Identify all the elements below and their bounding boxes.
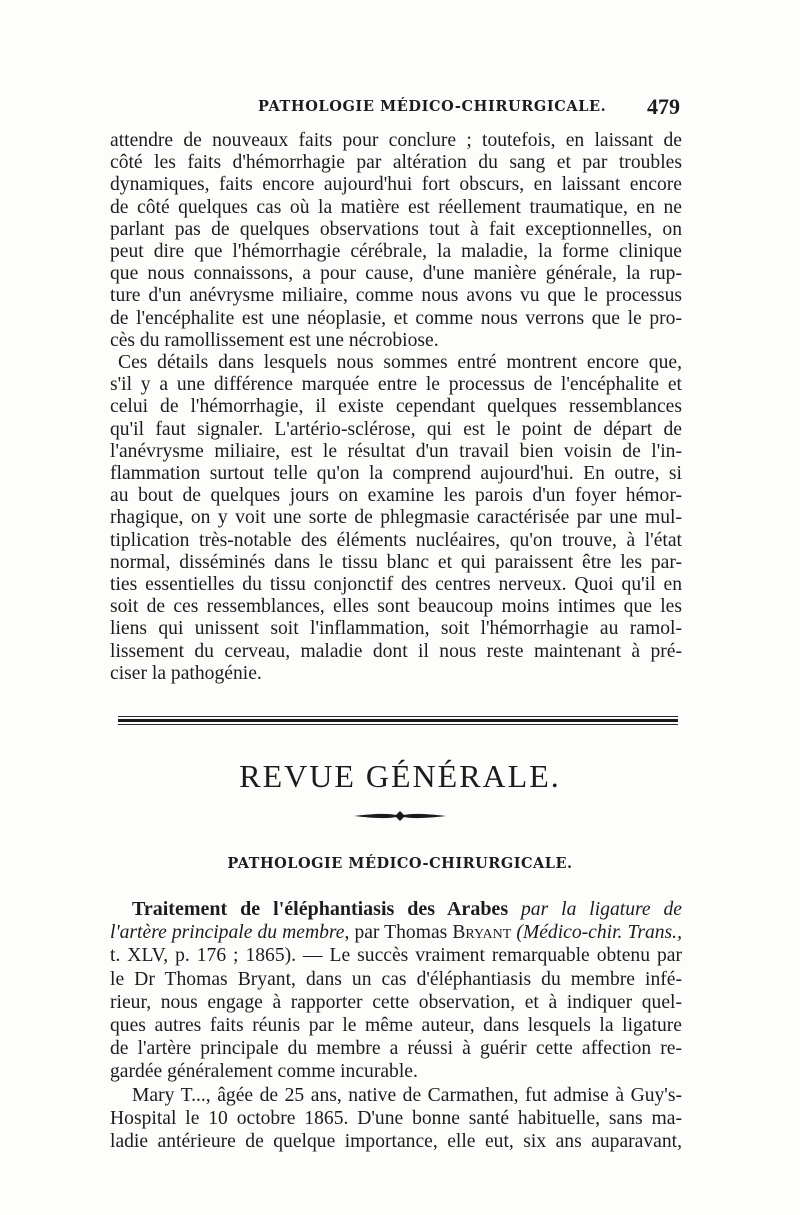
text-line: tiplication très-notable des éléments nucléaires, qu'on trouve, à l'état (110, 529, 682, 551)
text-line: ques autres faits réunis par le même auteur, dans lesquels la ligature (110, 1015, 682, 1037)
text-line: ciser la pathogénie. (110, 662, 262, 684)
text-line: liens qui unissent soit l'inflammation, soit l'hémorrhagie au ramol- (110, 618, 682, 640)
text-line: au bout de quelques jours on examine les parois d'un foyer hémor- (110, 485, 682, 507)
article-title-continued: éléphantiasis des Arabes (284, 898, 509, 920)
byline: , par Thomas (344, 922, 453, 944)
text-line: normal, disséminés dans le tissu blanc et qui paraissent être les par- (110, 551, 682, 573)
paragraph-2 (110, 352, 682, 685)
text-line: gardée généralement comme incurable. (110, 1061, 418, 1083)
text-line: parlant pas de quelques observations tout à fait exceptionnelles, on (110, 218, 682, 240)
article-title-italic: par la ligature de (508, 899, 682, 920)
journal-reference: (Médico-chir. Trans., (511, 922, 682, 944)
text-line: côté les faits d'hémorrhagie par altération du sang et par troubles (110, 152, 682, 174)
text-line: Mary T..., âgée de 25 ans, native de Carmathen, fut admise à Guy's- (132, 1084, 682, 1106)
article-heading-line (110, 921, 682, 944)
text-line: cès du ramollissement est une nécrobiose. (110, 329, 439, 351)
text-line: que nous connaissons, a pour cause, d'une manière générale, la rup- (110, 263, 682, 285)
section-divider (118, 716, 678, 727)
body-paragraphs (110, 130, 682, 685)
article-heading-line (110, 898, 682, 921)
text-line: celui de l'hémorrhagie, il existe cependant quelques ressemblances (110, 396, 682, 418)
text-line: de l'encéphalite est une néoplasie, et comme nous verrons que le pro- (110, 307, 682, 329)
text-line: de côté quelques cas où la matière est réellement traumatique, en ne (110, 196, 682, 218)
text-line: rhagique, on y voit une sorte de phlegmasie caractérisée par une mul- (110, 507, 682, 529)
text-line: Hospital le 10 octobre 1865. D'une bonne santé habituelle, sans ma- (110, 1107, 682, 1129)
text-line: l'anévrysme miliaire, est le résultat d'un travail bien voisin de l'in- (110, 440, 682, 462)
text-line: ture d'un anévrysme miliaire, comme nous avons vu que le processus (110, 285, 682, 307)
ornament-icon (352, 808, 448, 824)
text-line: t. XLV, p. 176 ; 1865). — Le succès vraiment remarquable obtenu par (110, 945, 682, 967)
text-line: rieur, nous engage à rapporter cette observation, et à indiquer quel- (110, 991, 682, 1013)
text-line: lissement du cerveau, maladie dont il nous reste maintenant à pré- (110, 640, 682, 662)
paragraph-1 (110, 130, 682, 352)
text-line: de l'artère principale du membre a réussi à guérir cette affection re- (110, 1038, 682, 1060)
text-line: s'il y a une différence marquée entre le processus de l'encéphalite et (110, 374, 682, 396)
text-line: Ces détails dans lesquels nous sommes entré montrent encore que, (118, 352, 682, 374)
author-name: Bryant (452, 922, 512, 944)
text-line: ties essentielles du tissu conjonctif des centres nerveux. Quoi qu'il en (110, 574, 682, 596)
text-line: flammation surtout telle qu'on la comprend aujourd'hui. En outre, si (110, 463, 682, 485)
article-title: Traitement de l' (132, 898, 285, 920)
page-number: 479 (647, 94, 680, 119)
text-line: attendre de nouveaux faits pour conclure ; toutefois, en laissant de (110, 130, 682, 151)
subsection-title: PATHOLOGIE MÉDICO-CHIRURGICALE. (227, 855, 573, 872)
running-title: PATHOLOGIE MÉDICO-CHIRURGICALE. (258, 98, 607, 115)
divider-rule (118, 719, 678, 722)
running-head (108, 94, 680, 124)
article (110, 898, 682, 1153)
text-line: peut dire que l'hémorrhagie cérébrale, la maladie, la forme clinique (110, 241, 682, 263)
section-title: REVUE GÉNÉRALE. (239, 758, 561, 794)
text-line: soit de ces ressemblances, elles sont beaucoup moins intimes que les (110, 596, 682, 618)
text-line: ladie antérieure de quelque importance, elle eut, six ans auparavant, (110, 1131, 682, 1153)
text-line: qu'il faut signaler. L'artério-sclérose, qui est le point de départ de (110, 418, 682, 440)
text-line: dynamiques, faits encore aujourd'hui fort obscurs, en laissant encore (110, 174, 682, 196)
divider-rule (118, 724, 678, 725)
divider-rule (118, 716, 678, 717)
article-title-italic: l'artère principale du membre (110, 922, 345, 944)
text-line: le Dr Thomas Bryant, dans un cas d'éléphantiasis du membre infé- (110, 968, 682, 990)
